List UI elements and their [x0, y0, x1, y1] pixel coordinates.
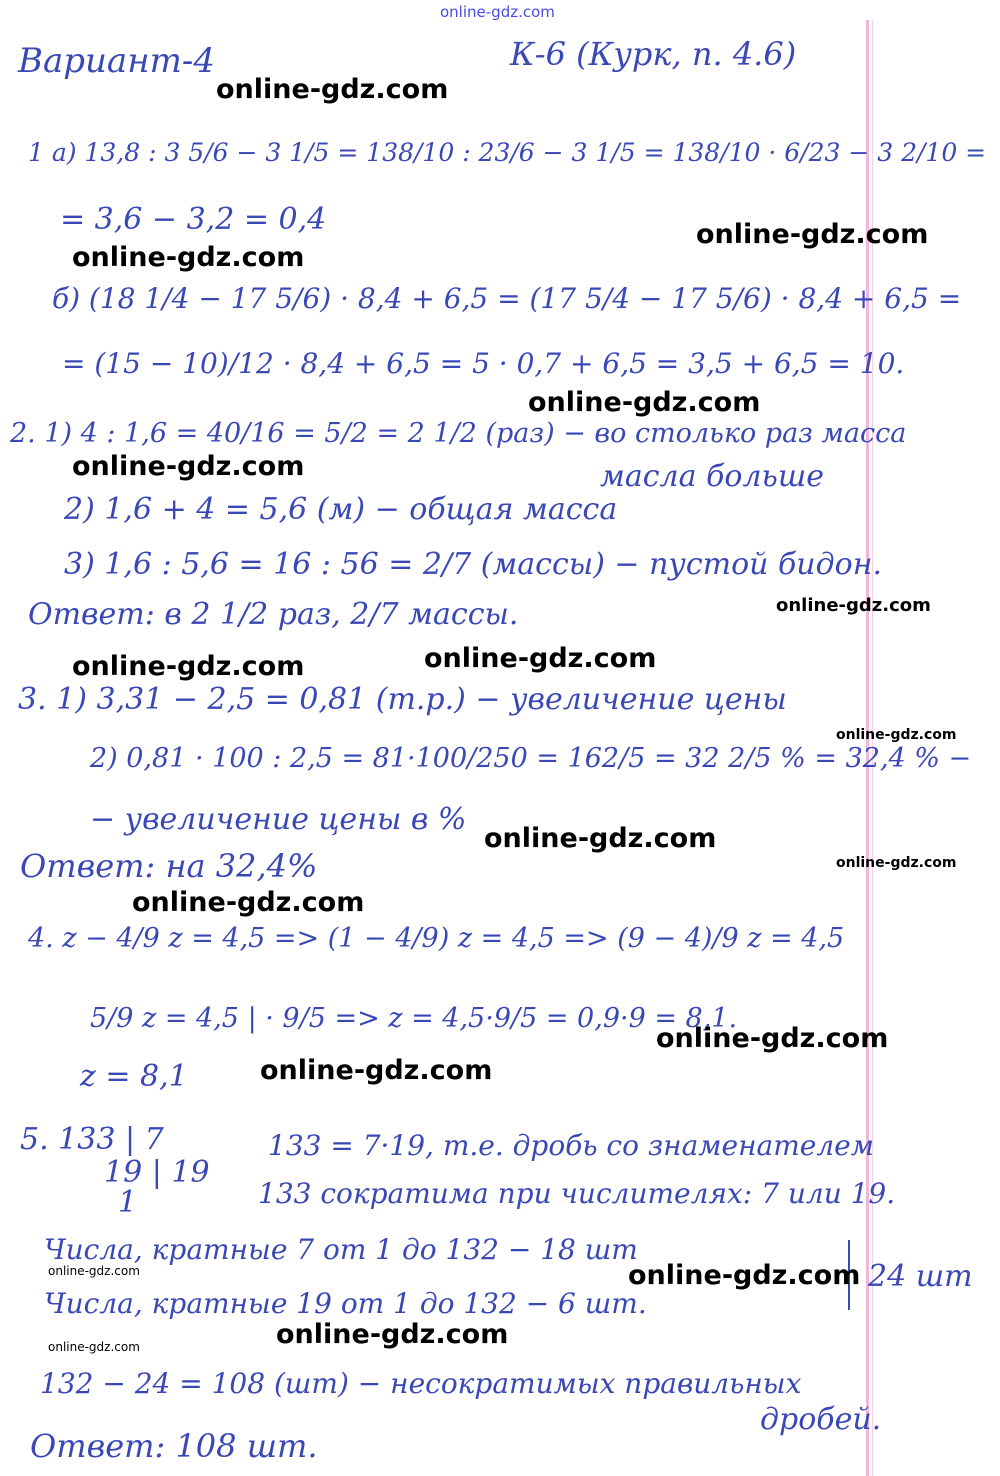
watermark: online-gdz.com	[696, 219, 929, 250]
watermark: online-gdz.com	[48, 1264, 140, 1278]
work-heading: К-6 (Курк, п. 4.6)	[510, 35, 797, 73]
task4-result: z = 8,1	[80, 1059, 188, 1094]
task5-note2: 133 сократима при числителях: 7 или 19.	[258, 1177, 896, 1210]
task3-step1: 3. 1) 3,31 − 2,5 = 0,81 (т.р.) − увеличение цены	[18, 682, 787, 717]
task3-step2-cont: − увеличение цены в %	[90, 802, 467, 837]
task2-step2: 2) 1,6 + 4 = 5,6 (м) − общая масса	[64, 492, 618, 527]
watermark: online-gdz.com	[276, 1319, 509, 1350]
watermark: online-gdz.com	[836, 855, 957, 871]
watermark: online-gdz.com	[260, 1055, 493, 1086]
watermark: online-gdz.com	[628, 1260, 861, 1291]
watermark: online-gdz.com	[656, 1023, 889, 1054]
watermark: online-gdz.com	[72, 451, 305, 482]
watermark: online-gdz.com	[776, 595, 931, 616]
watermark-top: online-gdz.com	[440, 3, 555, 21]
task2-answer: Ответ: в 2 1/2 раз, 2/7 массы.	[28, 597, 519, 632]
task1b-line: б) (18 1/4 − 17 5/6) · 8,4 + 6,5 = (17 5/4 − 17 5/6) · 8,4 + 6,5 =	[52, 282, 962, 315]
watermark: online-gdz.com	[72, 242, 305, 273]
task2-step1: 2. 1) 4 : 1,6 = 40/16 = 5/2 = 2 1/2 (раз) − во столько раз масса	[10, 418, 907, 449]
watermark: online-gdz.com	[132, 887, 365, 918]
task4-line2: 5/9 z = 4,5 | · 9/5 => z = 4,5·9/5 = 0,9·9 = 8,1.	[90, 1003, 738, 1034]
task5-sum: 24 шт	[868, 1259, 973, 1294]
task5-multiples-19: Числа, кратные 19 от 1 до 132 − 6 шт.	[44, 1287, 647, 1320]
task5-multiples-7: Числа, кратные 7 от 1 до 132 − 18 шт	[44, 1233, 638, 1266]
task2-step1-cont: масла больше	[600, 459, 825, 494]
watermark: online-gdz.com	[216, 74, 449, 105]
task5-note1: 133 = 7·19, т.е. дробь со знаменателем	[268, 1129, 874, 1162]
task5-division-row1: 5. 133 | 7	[20, 1122, 164, 1157]
watermark: online-gdz.com	[48, 1340, 140, 1354]
task4-line1: 4. z − 4/9 z = 4,5 => (1 − 4/9) z = 4,5 => (9 − 4)/9 z = 4,5	[28, 923, 845, 954]
task1a-line: 1 а) 13,8 : 3 5/6 − 3 1/5 = 138/10 : 23/6 − 3 1/5 = 138/10 · 6/23 − 3 2/10 =	[28, 138, 987, 167]
task3-step2: 2) 0,81 · 100 : 2,5 = 81·100/250 = 162/5 = 32 2/5 % = 32,4 % −	[90, 743, 972, 774]
task5-answer: Ответ: 108 шт.	[30, 1427, 318, 1465]
task3-answer: Ответ: на 32,4%	[20, 847, 318, 885]
task5-result: 132 − 24 = 108 (шт) − несократимых правильных	[40, 1367, 802, 1400]
watermark: online-gdz.com	[72, 651, 305, 682]
watermark: online-gdz.com	[424, 643, 657, 674]
task1a-result: = 3,6 − 3,2 = 0,4	[60, 202, 327, 237]
watermark: online-gdz.com	[484, 823, 717, 854]
watermark: online-gdz.com	[528, 387, 761, 418]
task1b-result: = (15 − 10)/12 · 8,4 + 6,5 = 5 · 0,7 + 6,5 = 3,5 + 6,5 = 10.	[62, 347, 905, 380]
variant-heading: Вариант-4	[18, 41, 215, 81]
task5-result-cont: дробей.	[760, 1402, 882, 1437]
task2-step3: 3) 1,6 : 5,6 = 16 : 56 = 2/7 (массы) − пустой бидон.	[64, 547, 882, 582]
task5-division-row3: 1	[118, 1185, 138, 1220]
watermark: online-gdz.com	[836, 727, 957, 743]
task5-division-row2: 19 | 19	[104, 1155, 210, 1190]
